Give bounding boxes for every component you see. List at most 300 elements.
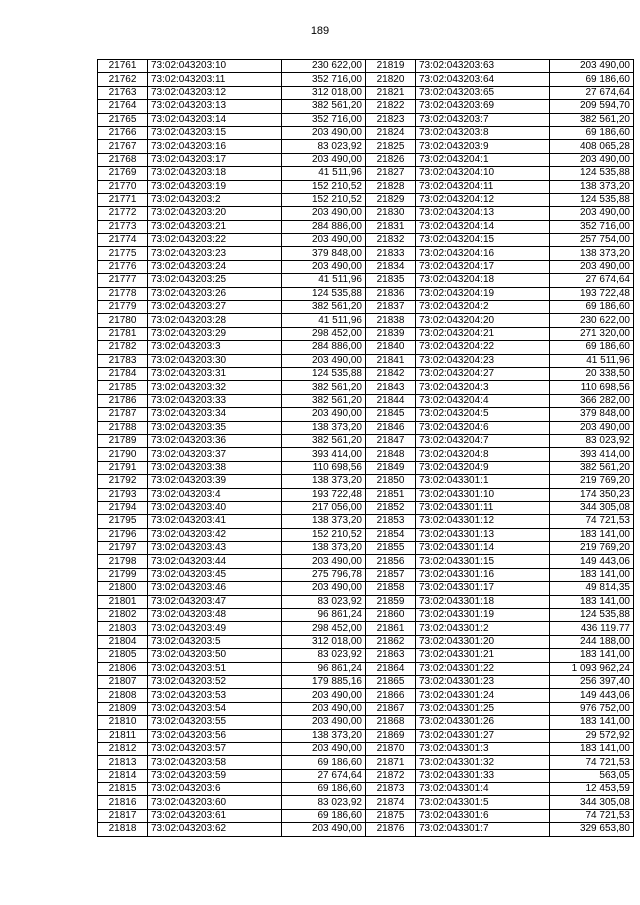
table-row [366, 113, 634, 126]
row-number: 21850 [366, 475, 416, 488]
row-number: 21848 [366, 448, 416, 461]
cadastral-number: 73:02:043203:59 [148, 769, 282, 782]
cadastral-number: 73:02:043203:14 [148, 113, 282, 126]
table-row [366, 475, 634, 488]
row-number: 21766 [98, 126, 148, 139]
cadastral-value: 203 490,00 [282, 742, 366, 755]
cadastral-number: 73:02:043301:25 [416, 702, 550, 715]
row-number: 21869 [366, 729, 416, 742]
cadastral-number: 73:02:043301:12 [416, 515, 550, 528]
cadastral-number: 73:02:043203:34 [148, 408, 282, 421]
table-row [98, 421, 366, 434]
row-number: 21791 [98, 461, 148, 474]
table-row [366, 153, 634, 166]
table-row [98, 100, 366, 113]
cadastral-value: 271 320,00 [550, 327, 634, 340]
table-row [366, 555, 634, 568]
table-row [366, 689, 634, 702]
cadastral-value: 284 886,00 [282, 341, 366, 354]
table-row [98, 689, 366, 702]
cadastral-value: 83 023,92 [282, 140, 366, 153]
cadastral-number: 73:02:043203:49 [148, 622, 282, 635]
cadastral-value: 183 141,00 [550, 716, 634, 729]
cadastral-number: 73:02:043203:28 [148, 314, 282, 327]
cadastral-number: 73:02:043204:6 [416, 421, 550, 434]
cadastral-value: 29 572,92 [550, 729, 634, 742]
row-number: 21860 [366, 609, 416, 622]
table-row [366, 73, 634, 86]
table-row [98, 180, 366, 193]
row-number: 21825 [366, 140, 416, 153]
table-row [98, 595, 366, 608]
row-number: 21773 [98, 220, 148, 233]
table-row [98, 301, 366, 314]
row-number: 21777 [98, 274, 148, 287]
table-row [98, 381, 366, 394]
table-row [98, 475, 366, 488]
table-row [98, 86, 366, 99]
table-row [98, 515, 366, 528]
cadastral-value: 110 698,56 [282, 461, 366, 474]
cadastral-value: 41 511,96 [282, 314, 366, 327]
row-number: 21859 [366, 595, 416, 608]
cadastral-number: 73:02:043204:5 [416, 408, 550, 421]
cadastral-value: 27 674,64 [550, 86, 634, 99]
cadastral-value: 203 490,00 [282, 702, 366, 715]
cadastral-number: 73:02:043301:5 [416, 796, 550, 809]
cadastral-value: 83 023,92 [282, 649, 366, 662]
table-row [366, 675, 634, 688]
table-row [98, 622, 366, 635]
row-number: 21863 [366, 649, 416, 662]
cadastral-number: 73:02:043301:11 [416, 501, 550, 514]
table-row [366, 622, 634, 635]
table-row [98, 809, 366, 822]
cadastral-value: 20 338,50 [550, 367, 634, 380]
cadastral-number: 73:02:043301:32 [416, 756, 550, 769]
cadastral-number: 73:02:043203:23 [148, 247, 282, 260]
cadastral-value: 203 490,00 [282, 716, 366, 729]
table-row [366, 809, 634, 822]
registry-table-left [97, 59, 366, 837]
cadastral-value: 976 752,00 [550, 702, 634, 715]
row-number: 21782 [98, 341, 148, 354]
cadastral-number: 73:02:043203:52 [148, 675, 282, 688]
table-row [366, 167, 634, 180]
table-row [366, 783, 634, 796]
row-number: 21767 [98, 140, 148, 153]
cadastral-value: 203 490,00 [550, 207, 634, 220]
cadastral-value: 183 141,00 [550, 528, 634, 541]
cadastral-value: 329 653,80 [550, 823, 634, 836]
cadastral-value: 203 490,00 [282, 153, 366, 166]
row-number: 21868 [366, 716, 416, 729]
cadastral-number: 73:02:043203:30 [148, 354, 282, 367]
cadastral-value: 298 452,00 [282, 327, 366, 340]
cadastral-number: 73:02:043204:10 [416, 167, 550, 180]
row-number: 21829 [366, 193, 416, 206]
table-row [98, 662, 366, 675]
cadastral-number: 73:02:043301:3 [416, 742, 550, 755]
table-row [98, 408, 366, 421]
row-number: 21772 [98, 207, 148, 220]
cadastral-number: 73:02:043301:2 [416, 622, 550, 635]
cadastral-number: 73:02:043203:64 [416, 73, 550, 86]
row-number: 21849 [366, 461, 416, 474]
cadastral-number: 73:02:043301:4 [416, 783, 550, 796]
table-row [98, 341, 366, 354]
table-row [366, 609, 634, 622]
table-row [98, 501, 366, 514]
row-number: 21775 [98, 247, 148, 260]
row-number: 21874 [366, 796, 416, 809]
cadastral-number: 73:02:043203:50 [148, 649, 282, 662]
cadastral-value: 436 119.77 [550, 622, 634, 635]
cadastral-number: 73:02:043203:61 [148, 809, 282, 822]
row-number: 21867 [366, 702, 416, 715]
cadastral-value: 382 561,20 [550, 461, 634, 474]
cadastral-number: 73:02:043301:24 [416, 689, 550, 702]
cadastral-number: 73:02:043203:65 [416, 86, 550, 99]
cadastral-number: 73:02:043203:45 [148, 568, 282, 581]
table-row [98, 367, 366, 380]
cadastral-value: 382 561,20 [282, 301, 366, 314]
row-number: 21851 [366, 488, 416, 501]
cadastral-number: 73:02:043203:31 [148, 367, 282, 380]
cadastral-number: 73:02:043203:6 [148, 783, 282, 796]
row-number: 21861 [366, 622, 416, 635]
table-row [98, 488, 366, 501]
cadastral-number: 73:02:043204:22 [416, 341, 550, 354]
cadastral-value: 74 721,53 [550, 756, 634, 769]
row-number: 21858 [366, 582, 416, 595]
row-number: 21768 [98, 153, 148, 166]
row-number: 21870 [366, 742, 416, 755]
cadastral-number: 73:02:043204:23 [416, 354, 550, 367]
row-number: 21774 [98, 234, 148, 247]
cadastral-number: 73:02:043203:17 [148, 153, 282, 166]
registry-table-right [365, 59, 634, 837]
cadastral-number: 73:02:043204:13 [416, 207, 550, 220]
table-row [98, 193, 366, 206]
cadastral-number: 73:02:043301:14 [416, 542, 550, 555]
cadastral-number: 73:02:043204:14 [416, 220, 550, 233]
table-row [366, 193, 634, 206]
table-row [98, 327, 366, 340]
row-number: 21805 [98, 649, 148, 662]
row-number: 21771 [98, 193, 148, 206]
cadastral-value: 69 186,60 [550, 126, 634, 139]
table-row [366, 823, 634, 836]
cadastral-value: 382 561,20 [282, 381, 366, 394]
row-number: 21841 [366, 354, 416, 367]
table-row [98, 796, 366, 809]
table-row [366, 568, 634, 581]
cadastral-value: 382 561,20 [550, 113, 634, 126]
table-row [98, 742, 366, 755]
row-number: 21846 [366, 421, 416, 434]
row-number: 21808 [98, 689, 148, 702]
row-number: 21815 [98, 783, 148, 796]
cadastral-value: 149 443,06 [550, 555, 634, 568]
cadastral-value: 12 453,59 [550, 783, 634, 796]
cadastral-value: 74 721,53 [550, 515, 634, 528]
cadastral-number: 73:02:043203:29 [148, 327, 282, 340]
table-row [366, 86, 634, 99]
page-number: 189 [310, 25, 330, 37]
table-row [366, 769, 634, 782]
row-number: 21827 [366, 167, 416, 180]
row-number: 21763 [98, 86, 148, 99]
row-number: 21824 [366, 126, 416, 139]
cadastral-value: 69 186,60 [282, 783, 366, 796]
row-number: 21820 [366, 73, 416, 86]
cadastral-value: 203 490,00 [282, 408, 366, 421]
row-number: 21865 [366, 675, 416, 688]
cadastral-number: 73:02:043204:9 [416, 461, 550, 474]
cadastral-number: 73:02:043203:63 [416, 60, 550, 73]
row-number: 21806 [98, 662, 148, 675]
row-number: 21842 [366, 367, 416, 380]
row-number: 21830 [366, 207, 416, 220]
cadastral-number: 73:02:043203:56 [148, 729, 282, 742]
cadastral-number: 73:02:043203:69 [416, 100, 550, 113]
row-number: 21790 [98, 448, 148, 461]
cadastral-number: 73:02:043204:17 [416, 260, 550, 273]
row-number: 21835 [366, 274, 416, 287]
cadastral-value: 203 490,00 [282, 823, 366, 836]
table-row [98, 675, 366, 688]
row-number: 21787 [98, 408, 148, 421]
cadastral-value: 230 622,00 [282, 60, 366, 73]
cadastral-value: 179 885,16 [282, 675, 366, 688]
cadastral-value: 203 490,00 [282, 582, 366, 595]
cadastral-value: 366 282,00 [550, 394, 634, 407]
table-row [366, 301, 634, 314]
table-row [366, 716, 634, 729]
cadastral-number: 73:02:043203:62 [148, 823, 282, 836]
row-number: 21798 [98, 555, 148, 568]
cadastral-value: 382 561,20 [282, 100, 366, 113]
row-number: 21795 [98, 515, 148, 528]
table-row [98, 756, 366, 769]
table-row [98, 434, 366, 447]
cadastral-number: 73:02:043204:21 [416, 327, 550, 340]
cadastral-number: 73:02:043203:11 [148, 73, 282, 86]
cadastral-number: 73:02:043203:26 [148, 287, 282, 300]
row-number: 21826 [366, 153, 416, 166]
row-number: 21788 [98, 421, 148, 434]
cadastral-value: 69 186,60 [550, 341, 634, 354]
cadastral-number: 73:02:043203:27 [148, 301, 282, 314]
row-number: 21762 [98, 73, 148, 86]
cadastral-value: 408 065,28 [550, 140, 634, 153]
cadastral-value: 203 490,00 [282, 207, 366, 220]
cadastral-number: 73:02:043301:33 [416, 769, 550, 782]
row-number: 21793 [98, 488, 148, 501]
cadastral-value: 152 210,52 [282, 180, 366, 193]
cadastral-number: 73:02:043203:41 [148, 515, 282, 528]
cadastral-value: 49 814,35 [550, 582, 634, 595]
cadastral-number: 73:02:043203:36 [148, 434, 282, 447]
cadastral-number: 73:02:043203:19 [148, 180, 282, 193]
table-row [98, 73, 366, 86]
table-row [98, 783, 366, 796]
row-number: 21844 [366, 394, 416, 407]
cadastral-number: 73:02:043203:10 [148, 60, 282, 73]
cadastral-value: 138 373,20 [282, 542, 366, 555]
table-row [98, 582, 366, 595]
cadastral-number: 73:02:043203:9 [416, 140, 550, 153]
cadastral-value: 124 535,88 [550, 609, 634, 622]
cadastral-number: 73:02:043203:12 [148, 86, 282, 99]
cadastral-value: 256 397,40 [550, 675, 634, 688]
row-number: 21876 [366, 823, 416, 836]
cadastral-number: 73:02:043203:38 [148, 461, 282, 474]
cadastral-number: 73:02:043203:37 [148, 448, 282, 461]
cadastral-number: 73:02:043203:8 [416, 126, 550, 139]
cadastral-value: 393 414,00 [282, 448, 366, 461]
table-row [366, 408, 634, 421]
cadastral-value: 244 188,00 [550, 635, 634, 648]
table-row [366, 662, 634, 675]
cadastral-number: 73:02:043301:22 [416, 662, 550, 675]
row-number: 21857 [366, 568, 416, 581]
cadastral-value: 174 350,23 [550, 488, 634, 501]
cadastral-number: 73:02:043203:32 [148, 381, 282, 394]
cadastral-number: 73:02:043203:46 [148, 582, 282, 595]
row-number: 21843 [366, 381, 416, 394]
cadastral-number: 73:02:043301:18 [416, 595, 550, 608]
row-number: 21804 [98, 635, 148, 648]
row-number: 21834 [366, 260, 416, 273]
row-number: 21871 [366, 756, 416, 769]
cadastral-value: 41 511,96 [550, 354, 634, 367]
row-number: 21814 [98, 769, 148, 782]
table-row [98, 153, 366, 166]
table-row [98, 126, 366, 139]
cadastral-number: 73:02:043204:8 [416, 448, 550, 461]
cadastral-value: 138 373,20 [282, 475, 366, 488]
cadastral-number: 73:02:043203:20 [148, 207, 282, 220]
table-row [366, 756, 634, 769]
row-number: 21786 [98, 394, 148, 407]
table-row [98, 729, 366, 742]
row-number: 21837 [366, 301, 416, 314]
cadastral-number: 73:02:043301:10 [416, 488, 550, 501]
cadastral-number: 73:02:043301:19 [416, 609, 550, 622]
cadastral-number: 73:02:043204:20 [416, 314, 550, 327]
cadastral-number: 73:02:043301:6 [416, 809, 550, 822]
row-number: 21803 [98, 622, 148, 635]
table-row [366, 220, 634, 233]
cadastral-value: 203 490,00 [550, 260, 634, 273]
cadastral-value: 275 796,78 [282, 568, 366, 581]
row-number: 21776 [98, 260, 148, 273]
cadastral-number: 73:02:043204:11 [416, 180, 550, 193]
cadastral-number: 73:02:043203:60 [148, 796, 282, 809]
row-number: 21816 [98, 796, 148, 809]
row-number: 21796 [98, 528, 148, 541]
table-row [98, 394, 366, 407]
row-number: 21838 [366, 314, 416, 327]
row-number: 21852 [366, 501, 416, 514]
table-row [366, 434, 634, 447]
cadastral-number: 73:02:043203:39 [148, 475, 282, 488]
cadastral-value: 138 373,20 [550, 180, 634, 193]
cadastral-number: 73:02:043203:13 [148, 100, 282, 113]
table-row [366, 180, 634, 193]
table-row [366, 314, 634, 327]
table-row [366, 635, 634, 648]
table-row [366, 461, 634, 474]
cadastral-value: 352 716,00 [550, 220, 634, 233]
cadastral-value: 41 511,96 [282, 167, 366, 180]
table-row [366, 234, 634, 247]
cadastral-value: 352 716,00 [282, 113, 366, 126]
cadastral-value: 352 716,00 [282, 73, 366, 86]
table-row [98, 769, 366, 782]
table-row [98, 568, 366, 581]
row-number: 21784 [98, 367, 148, 380]
row-number: 21853 [366, 515, 416, 528]
cadastral-value: 183 141,00 [550, 649, 634, 662]
cadastral-value: 124 535,88 [282, 367, 366, 380]
cadastral-value: 83 023,92 [282, 796, 366, 809]
cadastral-number: 73:02:043203:57 [148, 742, 282, 755]
cadastral-number: 73:02:043203:33 [148, 394, 282, 407]
cadastral-value: 217 056,00 [282, 501, 366, 514]
row-number: 21778 [98, 287, 148, 300]
table-row [98, 609, 366, 622]
cadastral-number: 73:02:043204:15 [416, 234, 550, 247]
table-row [98, 234, 366, 247]
cadastral-value: 124 535,88 [282, 287, 366, 300]
cadastral-value: 203 490,00 [282, 260, 366, 273]
row-number: 21872 [366, 769, 416, 782]
table-row [366, 649, 634, 662]
cadastral-value: 138 373,20 [550, 247, 634, 260]
table-row [98, 716, 366, 729]
table-row [366, 582, 634, 595]
cadastral-number: 73:02:043301:15 [416, 555, 550, 568]
cadastral-value: 1 093 962,24 [550, 662, 634, 675]
row-number: 21785 [98, 381, 148, 394]
table-row [366, 287, 634, 300]
cadastral-value: 382 561,20 [282, 394, 366, 407]
table-row [98, 274, 366, 287]
cadastral-value: 183 141,00 [550, 742, 634, 755]
row-number: 21761 [98, 60, 148, 73]
cadastral-number: 73:02:043203:4 [148, 488, 282, 501]
row-number: 21799 [98, 568, 148, 581]
table-row [98, 260, 366, 273]
table-row [98, 354, 366, 367]
row-number: 21839 [366, 327, 416, 340]
cadastral-value: 209 594,70 [550, 100, 634, 113]
cadastral-number: 73:02:043301:26 [416, 716, 550, 729]
table-row [98, 113, 366, 126]
table-row [366, 60, 634, 73]
table-row [366, 542, 634, 555]
row-number: 21809 [98, 702, 148, 715]
table-row [366, 140, 634, 153]
cadastral-value: 203 490,00 [282, 555, 366, 568]
row-number: 21823 [366, 113, 416, 126]
table-row [366, 528, 634, 541]
cadastral-number: 73:02:043203:43 [148, 542, 282, 555]
row-number: 21862 [366, 635, 416, 648]
